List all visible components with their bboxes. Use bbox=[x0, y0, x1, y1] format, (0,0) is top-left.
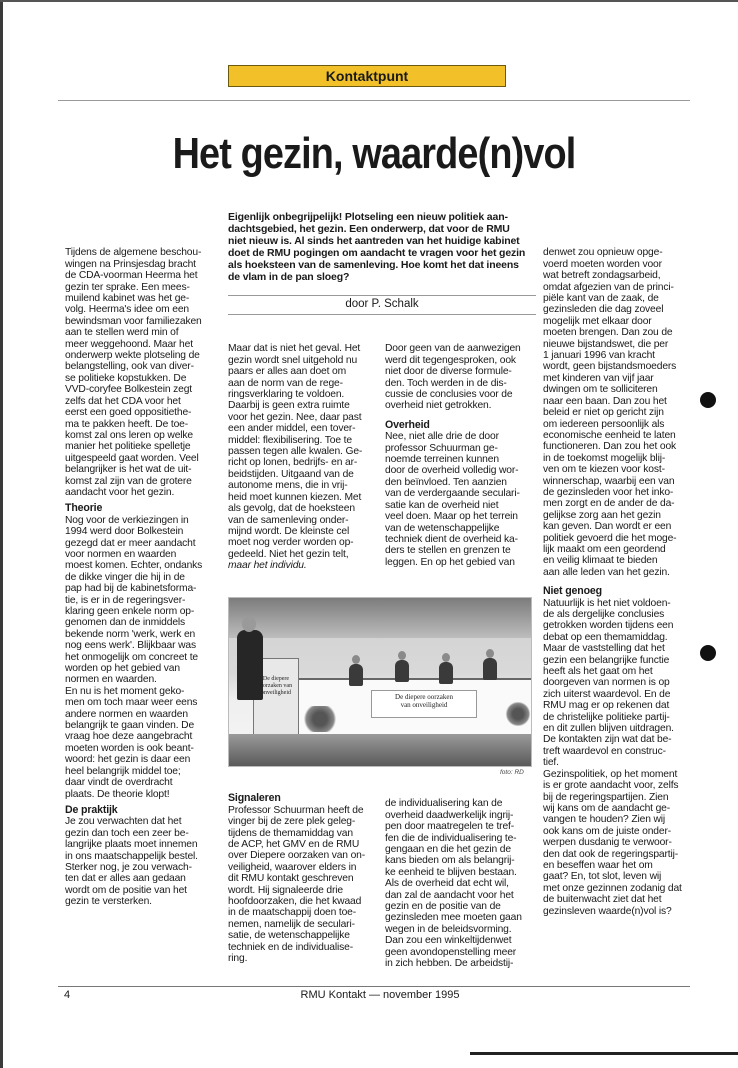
scan-edge-left bbox=[0, 0, 3, 1068]
col3-paragraph-2: Nee, niet alle drie de door professor Schuurman ge- noemde terreinen kunnen door de overheid volledig wor- den beïnvloed. Ten aanzien van de verdergaande seculari- satie kan de overheid niet veel doen. Maar op het terrein van de wetenschappelijke techniek dient de overheid ka- ders te stellen en grenzen te leggen. En op het gebied van bbox=[385, 431, 520, 568]
photo-panelist-2 bbox=[395, 660, 409, 682]
col4-paragraph-1: denwet zou opnieuw opge- voerd moeten worden voor wat betreft zondagsarbeid, omdat afgezien van de princi- piële kant van de zaak, de gezinsleden die dag zoveel mogelijk met elkaar door moeten brengen. Dan zou de nieuwe bijstandswet, die per 1 januari 1996 van kracht wordt, geen bijstandsmoeders met kinderen van vijf jaar dwingen om te solliciteren naar een baan. Dan zou het beleid er niet op gericht zijn om iedereen persoonlijk als economische eenheid te laten functioneren. Dan zou het ook in de toekomst mogelijk blij- ven om te kiezen voor kost- winnerschap, waarbij een van de gezinsleden voor het inko- men zorgt en de ander de da- gelijkse zorg aan het gezin kan geven. Dan wordt er een politiek gevoerd die het moge- lijk maakt om een geordend en veilig klimaat te bieden aan alle leden van het gezin. bbox=[543, 247, 677, 578]
top-rule bbox=[58, 100, 690, 101]
conference-photo bbox=[228, 597, 532, 767]
col4-paragraph-2: Natuurlijk is het niet voldoen- de als dergelijke conclusies getrokken worden tijdens een debat op een themamiddag. Maar de vaststelling dat het gezin een belangrijke functie heeft als het gaat om het doorgeven van normen is op zich uiterst waardevol. En de RMU mag er op rekenen dat de christelijke politieke partij- en dit zullen blijven uitdragen. De kontakten zijn wat dat be- treft waardevol en construc- tief. Gezinspolitiek, op het moment is er grote aandacht voor, zelfs bij de regeringspartijen. Zien wij kans om de aandacht ge- vangen te houden? Zien wij ook kans om de juiste onder- werpen dusdanig te verwoor- den dat ook de regeringspartij- en beseffen waar het om gaat? En, tot slot, leven wij met onze gezinnen zodanig dat de buitenwacht ziet dat het gezinsleven waarde(n)vol is? bbox=[543, 597, 682, 917]
col2-paragraph-1-end: maar het individu. bbox=[228, 560, 307, 572]
photo-panelist-1 bbox=[349, 664, 363, 686]
photo-panelist-2-head bbox=[398, 651, 406, 660]
col3-paragraph-1: Door geen van de aanwezigen werd dit tegengesproken, ook niet door de diverse formule- den. Toch werden in de dis- cussie de conclusies voor de overheid niet getrokken. bbox=[385, 343, 521, 412]
photo-credit: foto: RD bbox=[500, 769, 524, 776]
subheading-overheid: Overheid bbox=[385, 418, 430, 431]
column-2-top bbox=[228, 332, 376, 572]
photo-panelist-3 bbox=[439, 662, 453, 684]
col2-paragraph-1: Maar dat is niet het geval. Het gezin wordt snel uitgehold nu paars er alles aan doet om aan de norm van de rege- ringsverklaring te voldoen. Daarbij is geen extra ruimte voor het gezin. Nee, daar past een ander middel, een tover- middel: flexibilisering. Toe te passen tegen alle kwalen. Ge- richt op lonen, bedrijfs- en ar- beidstijden. Uitgaand van de autonome mens, die in vrij- heid moet kunnen kiezen. Met als gevolg, dat de hoeksteen van de samenleving onder- mijnd wordt. De kleinste cel moet nog verder worden op- gedeeld. Niet het gezin telt, bbox=[228, 343, 363, 560]
photo-speaker-head bbox=[242, 616, 256, 632]
subheading-niet-genoeg: Niet genoeg bbox=[543, 585, 602, 598]
punch-hole-lower bbox=[700, 645, 716, 661]
photo-audience bbox=[229, 734, 531, 766]
bottom-rule bbox=[58, 986, 690, 987]
section-label: Kontaktpunt bbox=[228, 65, 506, 87]
photo-flowers-left bbox=[301, 706, 339, 732]
subheading-signaleren: Signaleren bbox=[228, 792, 281, 805]
col1-paragraph-1: Tijdens de algemene beschou- wingen na Prinsjesdag bracht de CDA-voorman Heerma het gezin ter sprake. Een mees- muilend kabinet was het ge- volg. Heerma's idee om een bewindsman voor familiezaken aan te stellen werd min of meer weggehoond. Maar het onderwerp wekte plotseling de belangstelling, ook van diver- se politieke kopstukken. De VVD-coryfee Bolkestein zegt zelfs dat het CDA voor het eerst een goed oppositiethe- ma te pakken heeft. De toe- komst zal ons leren op welke manier het politieke spelletje uitgespeeld gaat worden. Veel belangrijker is het wat de uit- komst zal zijn van de grotere aandacht voor het gezin. bbox=[65, 247, 202, 498]
photo-table-banner: De diepere oorzaken van onveiligheid bbox=[371, 690, 477, 718]
col2-paragraph-2: Professor Schuurman heeft de vinger bij de zere plek geleg- tijdens de themamiddag van de ACP, het GMV en de RMU over Diepere oorzaken van on- veiligheid, waarover elders in dit RMU kontakt geschreven wordt. Hij signaleerde drie hoofdoorzaken, die het kwaad in de maatschappij doen toe- nemen, namelijk de seculari- satie, de wetenschappelijke techniek en de individualise- ring. bbox=[228, 804, 366, 965]
scan-edge-top bbox=[0, 0, 738, 2]
scan-edge-bottom bbox=[470, 1052, 738, 1055]
punch-hole-upper bbox=[700, 392, 716, 408]
col1-paragraph-3: Je zou verwachten dat het gezin dan toch een zeer be- langrijke plaats moet innemen in ons maatschappelijk bestel. Sterker nog, je zou verwach- ten dat er alles aan gedaan wordt om de positie van het gezin te versterken. bbox=[65, 816, 198, 908]
column-1 bbox=[65, 236, 215, 908]
intro-text: Eigenlijk onbegrijpelijk! Plotseling een nieuw politiek aan- dachtsgebied, het gezin. Een onderwerp, dat voor de RMU niet nieuw is. Al sinds het aantreden van het huidige kabinet doet de RMU pogingen om aandacht te vragen voor het gezin als hoeksteen van de samenleving. Hoe komt het dat ineens de vlam in de pan sloeg? bbox=[228, 211, 526, 284]
col3-paragraph-3: de individualisering kan de overheid daadwerkelijk ingrij- pen door maatregelen te tref- fen die de individualisering te- gengaan en die het gezin de kans bieden om als belangrij- ke eenheid te blijven bestaan. Als de overheid dat echt wil, dan zal de aandacht voor het gezin en de positie van de gezinsleden mee moeten gaan wegen in de beleidsvorming. Dan zou een winkeltijdenwet geen avondopenstelling meer in zich hebben. De arbeidstij- bbox=[385, 798, 522, 970]
subheading-praktijk: De praktijk bbox=[65, 803, 118, 816]
column-3-bottom bbox=[385, 787, 533, 970]
byline: door P. Schalk bbox=[228, 295, 536, 315]
photo-flowers-right bbox=[505, 702, 531, 726]
photo-podium-banner: De diepere oorzaken van onveiligheid bbox=[259, 676, 293, 696]
subheading-theorie: Theorie bbox=[65, 502, 103, 515]
headline: Het gezin, waarde(n)vol bbox=[172, 129, 576, 178]
footer-publication: RMU Kontakt — november 1995 bbox=[300, 989, 460, 1001]
photo-panelist-4-head bbox=[486, 649, 494, 658]
page-number: 4 bbox=[64, 989, 71, 1001]
col1-paragraph-2: Nog voor de verkiezingen in 1994 werd door Bolkestein gezegd dat er meer aandacht voor normen en waarden moest komen. Echter, ondanks de dikke vinger die hij in de pap had bij de kabinetsforma- tie, is er in de regeringsver- klaring geen enkele norm op- genomen dan de inmiddels bekende norm 'werk, werk en nog eens werk'. Blijkbaar was het onmogelijk om concreet te worden op het gebied van normen en waarden. En nu is het moment geko- men om toch maar weer eens andere normen en waarden belangrijk te gaan vinden. De vraag hoe deze aangebracht moeten worden is ook beant- woord: het gezin is daar een heel belangrijk middel toe; daar vindt de overdracht plaats. De theorie klopt! bbox=[65, 514, 203, 800]
photo-ceiling bbox=[229, 598, 531, 638]
photo-panelist-3-head bbox=[442, 653, 450, 662]
photo-panelist-1-head bbox=[352, 655, 360, 664]
column-2-bottom bbox=[228, 782, 376, 965]
column-4 bbox=[543, 236, 693, 917]
column-3-top bbox=[385, 332, 533, 568]
photo-panelist-4 bbox=[483, 658, 497, 680]
